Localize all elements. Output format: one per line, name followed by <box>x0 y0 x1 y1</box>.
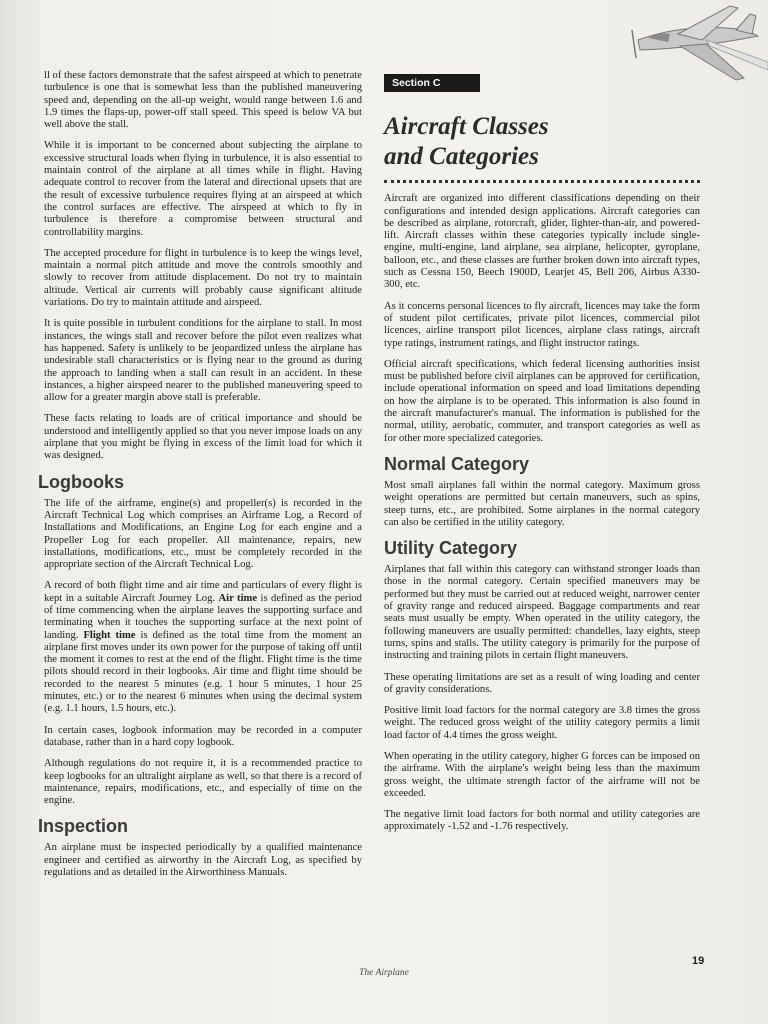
term-air-time: Air time <box>218 592 258 604</box>
text-run: is defined as the period of time commencing when the airplane leaves the supporting surface and terminating when it touches the supporting surface at the next point of landing. <box>44 592 362 641</box>
paragraph: In certain cases, logbook information may be recorded in a computer database, rather than in a hard copy logbook. <box>44 724 362 748</box>
paragraph: It is quite possible in turbulent conditions for the airplane to stall. In most instances, the wings stall and recover before the pilot even realizes what has happened. Safety is unlikely to be jeopardized unless the airplane has undesirable stall characteristics or is flying near to the ground as during the approach to landing when a stall can result in an accident. In these instances, a higher airspeed nearer to the published maneuvering speed to allow for a greater margin above stall is preferable. <box>44 318 362 404</box>
page-number: 19 <box>692 955 705 967</box>
paragraph: The accepted procedure for flight in turbulence is to keep the wings level, maintain a normal pitch attitude and move the controls smoothly and slowly to recover from attitude displacement. Do not try to maintain altitude. Vertical air currents will probably cause significant altitude variations. Do try to maintain attitude and airspeed. <box>44 247 362 309</box>
paragraph <box>44 580 362 715</box>
right-column <box>384 74 700 843</box>
term-flight-time: Flight time <box>83 629 136 641</box>
running-footer: The Airplane <box>359 968 409 978</box>
paragraph: When operating in the utility category, higher G forces can be imposed on the airframe. With the airplane's weight being less than the maximum gross weight, the ultimate strength factor of the airframe will not be exceeded. <box>384 750 700 799</box>
paragraph: Positive limit load factors for the normal category are 3.8 times the gross weight. The reduced gross weight of the utility category permits a limit load factor of 4.4 times the gross weight. <box>384 705 700 741</box>
paragraph: The negative limit load factors for both normal and utility categories are approximately -1.52 and -1.76 respectively. <box>384 809 700 833</box>
paragraph: Although regulations do not require it, it is a recommended practice to keep logbooks for an ultralight airplane as well, so that there is a record of maintenance, repairs, modifications, etc., and especially of time on the engine. <box>44 758 362 807</box>
title-line: and Categories <box>384 143 539 171</box>
text-run: is defined as the total time from the moment an airplane first moves under its own power for the purpose of taking off until the moment it comes to rest at the end of the flight. Flight time is the time pilots should record in their logbooks. Air time and flight time should be recorded to the nearest 5 minutes (e.g. 1 hour 5 minutes, 1 hour 25 minutes, etc.) or to the nearest 6 minutes when using the decimal system (e.g. 1.1 hours, 1.5 hours, etc.). <box>44 629 362 715</box>
paragraph: Official aircraft specifications, which federal licensing authorities insist must be published before civil airplanes can be approved for certification, include operational information on speed and load limitations depending on how the airplane is to be operated. This information is also found in the aircraft manufacturer's manual. The information is published for the normal, utility, aerobatic, commuter, and transport categories as well as for other more specialized categories. <box>384 358 700 444</box>
paragraph: Most small airplanes fall within the normal category. Maximum gross weight operations are permitted but certain maneuvers, such as spins, steep turns, etc., are prohibited. Some airplanes in the normal category can also be certified in the utility category. <box>384 479 700 528</box>
paragraph: These facts relating to loads are of critical importance and should be understood and intelligently applied so that you never impose loads on any airplane that you might be flying in excess of the limit load for which it was designed. <box>44 413 362 462</box>
heading-utility-category: Utility Category <box>384 538 518 559</box>
heading-inspection: Inspection <box>38 816 129 837</box>
paragraph: ll of these factors demonstrate that the safest airspeed at which to penetrate turbulence is one that is somewhat less than the published maneuvering speed and, depending on the all-up weight, would range between 1.6 and 1.9 times the flaps-up, power-off stall speed. This speed is below VA but well above the stall. <box>44 70 362 131</box>
paragraph: The life of the airframe, engine(s) and propeller(s) is recorded in the Aircraft Technical Log which comprises an Airframe Log, a Record of Installations and Modifications, an Engine Log for each engine and a Propeller Log for each propeller. All maintenance, repairs, new installations, modifications, etc., must be completely recorded in the appropriate section of the Aircraft Technical Log. <box>44 497 362 571</box>
section-label: Section C <box>384 74 480 92</box>
paragraph: As it concerns personal licences to fly aircraft, licences may take the form of student pilot certificates, private pilot licences, commercial pilot licences, airline transport pilot licences, airplane class ratings, aircraft type ratings, instrument ratings, and flight instructor ratings. <box>384 300 700 349</box>
title-line: Aircraft Classes <box>384 113 549 141</box>
heading-logbooks: Logbooks <box>38 471 124 492</box>
paragraph: Aircraft are organized into different classifications depending on their configurations and intended design applications. Aircraft categories can be described as airplane, rotorcraft, glider, lighter-than-air, and powered-lift. Aircraft classes within these categories typically include single-engine, multi-engine, land airplane, sea airplane, helicopter, gyroplane, balloon, etc., and these classes are further broken down into aircraft types, such as Cessna 150, Beech 1900D, Learjet 45, Bell 206, Airbus A330-300, etc. <box>384 193 700 291</box>
paragraph: Airplanes that fall within this category can withstand stronger loads than those in the normal category. Certain specified maneuvers may be performed but they must be carried out at reduced weight, narrower center of gravity range and reduced airspeed. Baggage compartments and rear seats must usually be empty. When operated in the utility category, the following maneuvers are usually permitted: chandelles, lazy eights, steep turns, spins and stalls. The utility category is primarily for the purpose of instructing and training pilots in certain flight maneuvers. <box>384 564 700 662</box>
paragraph: These operating limitations are set as a result of wing loading and center of gravity considerations. <box>384 671 700 695</box>
paragraph: An airplane must be inspected periodically by a qualified maintenance engineer and certified as airworthy in the Aircraft Log, as specified by regulations and as detailed in the Airworthiness Manuals. <box>44 842 362 879</box>
paragraph: While it is important to be concerned about subjecting the airplane to excessive structural loads when flying in turbulence, it is also essential to maintain control of the airplane at all times while in flight. Having adequate control to recover from the lateral and directional upsets that are the result of excessive turbulence requires flying at an airspeed at which the control surfaces are effective. The airspeed at which to fly in turbulence is therefore a compromise between structural and controllability margins. <box>44 140 362 238</box>
section-title <box>384 112 700 172</box>
left-column <box>38 70 362 888</box>
text-run: A record of both flight time and air time and particulars of every flight is kept in a suitable Aircraft Journey Log. <box>44 580 362 604</box>
heading-normal-category: Normal Category <box>384 453 530 474</box>
dotted-rule <box>384 178 700 183</box>
